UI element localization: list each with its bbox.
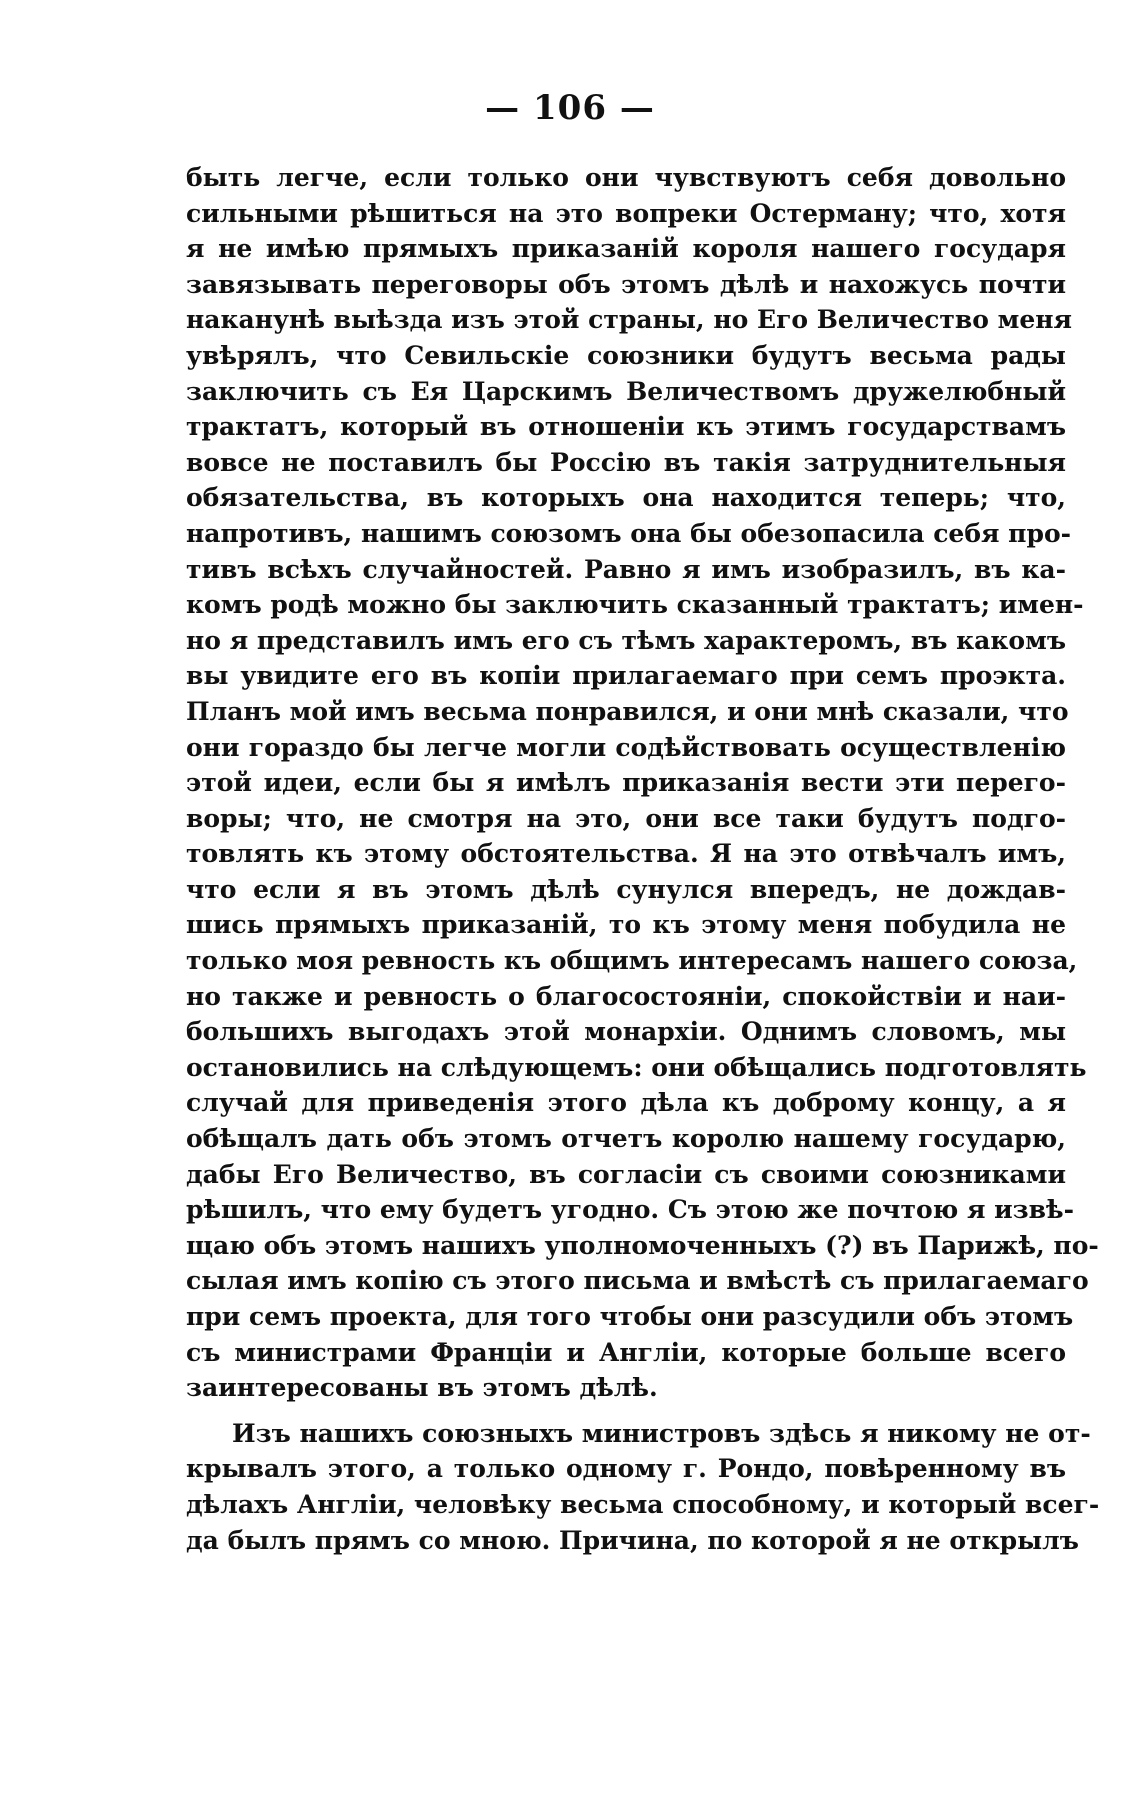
text-line: большихъ выгодахъ этой монархіи. Однимъ словомъ, мы [186, 1017, 1066, 1047]
text-line: остановились на слѣдующемъ: они обѣщались подготовлять [186, 1052, 1087, 1082]
text-line: сылая имъ копію съ этого письма и вмѣстѣ съ прилагаемаго [186, 1266, 1089, 1296]
text-line: вовсе не поставилъ бы Россію въ такія затруднительныя [186, 447, 1066, 477]
text-line: Изъ нашихъ союзныхъ министровъ здѣсь я никому не от- [232, 1418, 1091, 1448]
text-line: крывалъ этого, а только одному г. Рондо, повѣренному въ [186, 1454, 1066, 1484]
paragraph-2 [186, 1416, 1100, 1558]
text-line: заинтересованы въ этомъ дѣлѣ. [186, 1373, 658, 1403]
text-line: напротивъ, нашимъ союзомъ она бы обезопасила себя про- [186, 518, 1071, 548]
text-line: вы увидите его въ копіи прилагаемаго при семъ проэкта. [186, 661, 1066, 691]
text-line: съ министрами Франціи и Англіи, которые больше всего [186, 1337, 1066, 1367]
text-line: да былъ прямъ со мною. Причина, по которой я не открылъ [186, 1525, 1079, 1555]
text-line: я не имѣю прямыхъ приказаній короля нашего государя [186, 234, 1066, 264]
text-line: наканунѣ выѣзда изъ этой страны, но Его Величество меня [186, 305, 1073, 335]
paragraph-1 [186, 160, 1099, 1406]
text-line: завязывать переговоры объ этомъ дѣлѣ и нахожусь почти [186, 269, 1066, 299]
text-line: щаю объ этомъ нашихъ уполномоченныхъ (?) въ Парижѣ, по- [186, 1230, 1099, 1260]
text-line: тивъ всѣхъ случайностей. Равно я имъ изобразилъ, въ ка- [186, 554, 1066, 584]
body-text [186, 160, 1100, 1558]
text-line: при семъ проекта, для того чтобы они разсудили объ этомъ [186, 1302, 1074, 1331]
text-line: только моя ревность къ общимъ интересамъ нашего союза, [186, 946, 1078, 976]
text-line: обязательства, въ которыхъ она находится теперь; что, [186, 483, 1066, 513]
text-line: что если я въ этомъ дѣлѣ сунулся впередъ, не дождав- [186, 874, 1066, 904]
text-line: сильными рѣшиться на это вопреки Остерману; что, хотя [186, 198, 1066, 228]
text-line: но также и ревность о благосостояніи, спокойствіи и наи- [186, 981, 1066, 1011]
text-line: товлять къ этому обстоятельства. Я на это отвѣчалъ имъ, [186, 839, 1066, 869]
text-line: быть легче, если только они чувствуютъ себя довольно [186, 163, 1066, 192]
page-number: — 106 — [485, 88, 655, 128]
text-line: дѣлахъ Англіи, человѣку весьма способному, и который всег- [186, 1489, 1100, 1519]
text-line: рѣшилъ, что ему будетъ угодно. Съ этою же почтою я извѣ- [186, 1195, 1074, 1225]
text-line: но я представилъ имъ его съ тѣмъ характеромъ, въ какомъ [186, 625, 1066, 655]
text-line: воры; что, не смотря на это, они все таки будутъ подго- [186, 803, 1066, 833]
text-line: этой идеи, если бы я имѣлъ приказанія вести эти перего- [186, 768, 1066, 798]
text-line: комъ родѣ можно бы заключить сказанный трактатъ; имен- [186, 590, 1084, 620]
text-line: они гораздо бы легче могли содѣйствовать осуществленію [186, 732, 1066, 762]
text-line: трактатъ, который въ отношеніи къ этимъ государствамъ [186, 412, 1066, 442]
text-line: увѣрялъ, что Севильскіе союзники будутъ весьма рады [186, 340, 1066, 370]
text-line: Планъ мой имъ весьма понравился, и они мнѣ сказали, что [186, 696, 1069, 726]
text-line: дабы Его Величество, въ согласіи съ своими союзниками [186, 1159, 1066, 1189]
text-line: заключить съ Ея Царскимъ Величествомъ дружелюбный [186, 376, 1066, 406]
paragraph-gap [186, 1406, 1066, 1416]
text-line: обѣщалъ дать объ этомъ отчетъ королю нашему государю, [186, 1124, 1066, 1154]
text-line: случай для приведенія этого дѣла къ доброму концу, а я [186, 1088, 1066, 1118]
text-line: шись прямыхъ приказаній, то къ этому меня побудила не [186, 910, 1066, 940]
